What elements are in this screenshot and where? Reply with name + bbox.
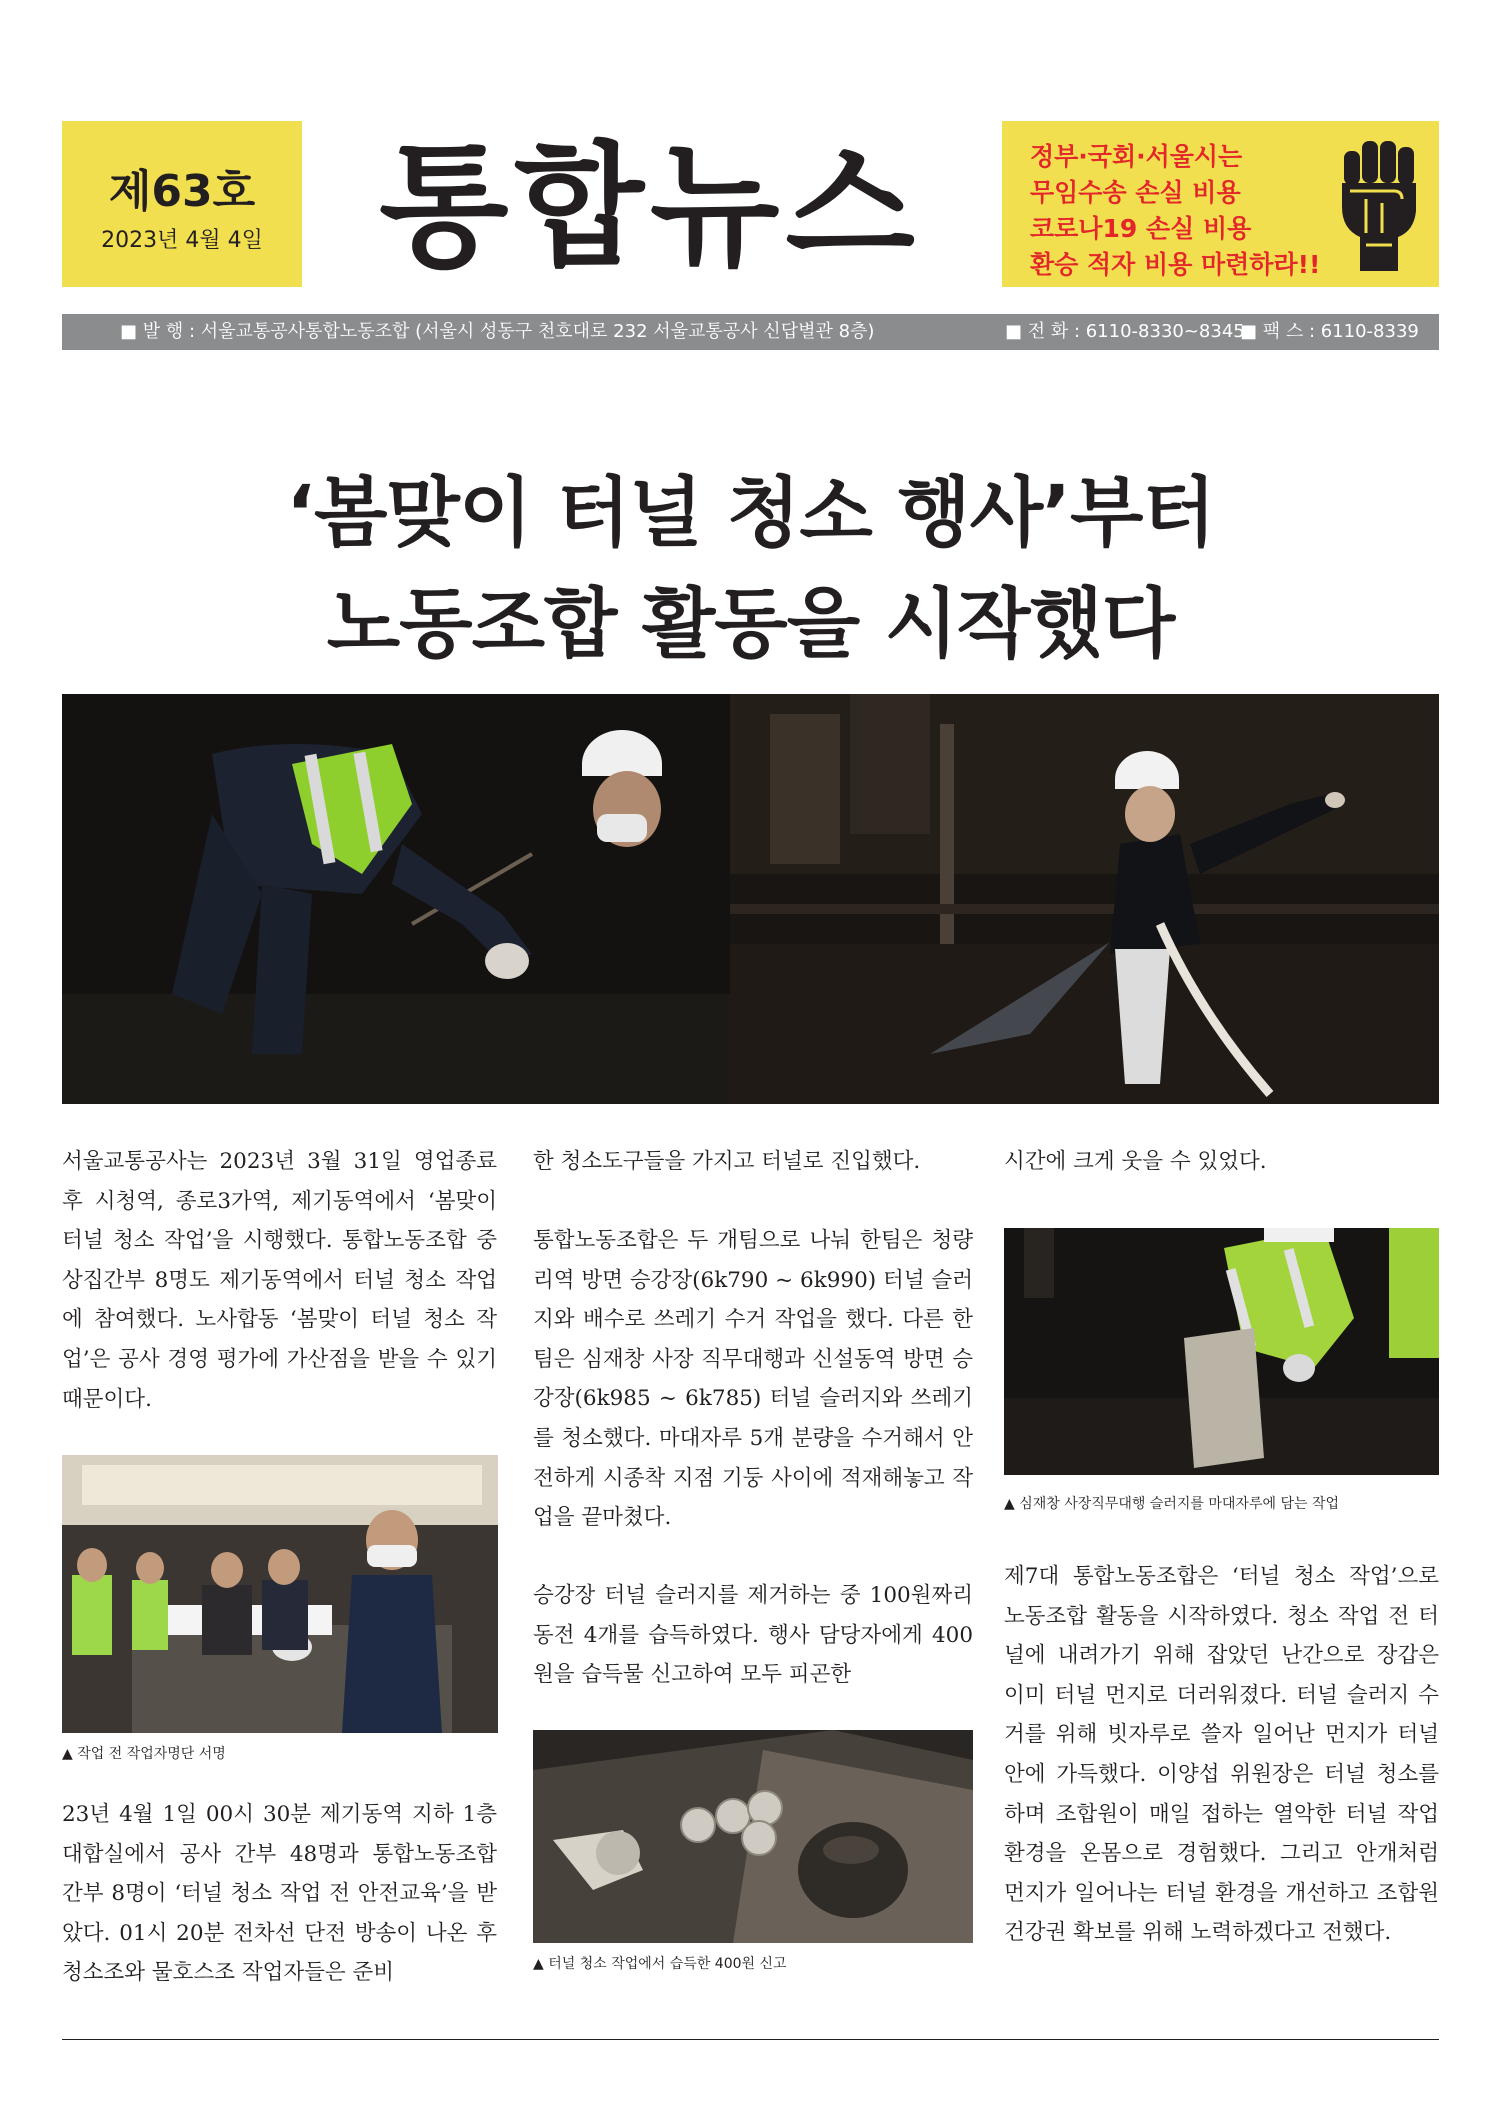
article-col3-para1: 시간에 크게 웃을 수 있었다. (1004, 1149, 1267, 1174)
publisher-info-bar (62, 314, 1439, 350)
fax-info: ■ 팩 스 : 6110-8339 (1240, 321, 1419, 342)
photo-worker-sweeping (62, 694, 730, 1104)
phone-info: ■ 전 화 : 6110-8330~8345 (1005, 321, 1245, 342)
caption-sludge: ▲ 심재창 사장직무대행 슬러지를 마대자루에 담는 작업 (1004, 1496, 1339, 1512)
article-col2-para2: 통합노동조합은 두 개팀으로 나눠 한팀은 청량리역 방면 승강장(6k790 ~ 6k990) 터널 슬러지와 배수로 쓰레기 수거 작업을 했다. 다른 한팀은 심재창 사장 직무대행과 신설동역 방면 승강장(6k985 ~ 6k785) 터널 슬러지와 쓰레기를 청소했다. 마대자루 5개 분량을 수거해서 안전하게 시종착 지점 기둥 사이에 적재해놓고 작업을 끝마쳤다. (533, 1228, 973, 1531)
headline-line-1: ‘봄맞이 터널 청소 행사’부터 (286, 468, 1215, 557)
issue-number: 제63호 (108, 166, 256, 217)
headline-line-2: 노동조합 활동을 시작했다 (326, 579, 1175, 668)
caption-signing: ▲ 작업 전 작업자명단 서명 (62, 1746, 226, 1762)
photo-water-hose (730, 694, 1439, 1104)
slogan-line: 코로나19 손실 비용 (1030, 214, 1252, 243)
slogan-box (1002, 121, 1439, 287)
article-col1-para1: 서울교통공사는 2023년 3월 31일 영업종료 후 시청역, 종로3가역, 제기동역에서 ‘봄맞이 터널 청소 작업’을 시행했다. 통합노동조합 중상집간부 8명도 제기동역에서 터널 청소 작업에 참여했다. 노사합동 ‘봄맞이 터널 청소 작업’은 공사 경영 평가에 가산점을 받을 수 있기 때문이다. (62, 1149, 497, 1412)
slogan-line: 정부·국회·서울시는 (1030, 142, 1243, 171)
article-col2-para1: 한 청소도구들을 가지고 터널로 진입했다. (533, 1149, 921, 1174)
article-col2-para3: 승강장 터널 슬러지를 제거하는 중 100원짜리 동전 4개를 습득하였다. 행사 담당자에게 400원을 습득물 신고하여 모두 피곤한 (533, 1583, 973, 1688)
slogan-line: 무임수송 손실 비용 (1030, 178, 1241, 207)
photo-signing (62, 1455, 498, 1733)
issue-box (62, 121, 302, 287)
bottom-rule (62, 2039, 1439, 2040)
photo-sludge-bag (1004, 1228, 1439, 1475)
article-col3-para2: 제7대 통합노동조합은 ‘터널 청소 작업’으로 노동조합 활동을 시작하였다. 청소 작업 전 터널에 내려가기 위해 잡았던 난간으로 장갑은 이미 터널 먼지로 더러워졌다. 터널 슬러지 수거를 위해 빗자루로 쓸자 일어난 먼지가 터널 안에 가득했다. 이양섭 위원장은 터널 청소를 하며 조합원이 매일 접하는 열악한 터널 작업 환경을 온몸으로 경험했다. 그리고 안개처럼 먼지가 일어나는 터널 환경을 개선하고 조합원 건강권 확보를 위해 노력하겠다고 전했다. (1004, 1564, 1439, 1946)
publisher-info: ■ 발 행 : 서울교통공사통합노동조합 (서울시 성동구 천호대로 232 서울교통공사 신답별관 8층) (120, 321, 875, 342)
issue-date: 2023년 4월 4일 (101, 228, 263, 253)
photo-coins (533, 1730, 973, 1943)
slogan-line: 환승 적자 비용 마련하라!! (1030, 250, 1321, 279)
caption-coins: ▲ 터널 청소 작업에서 습득한 400원 신고 (533, 1956, 787, 1972)
article-col1-para2: 23년 4월 1일 00시 30분 제기동역 지하 1층 대합실에서 공사 간부 48명과 통합노동조합 간부 8명이 ‘터널 청소 작업 전 안전교육’을 받았다. 01시 20분 전차선 단전 방송이 나온 후 청소조와 물호스조 작업자들은 준비 (62, 1802, 497, 1986)
paper-title: 통합뉴스 (379, 129, 921, 285)
raised-fist-icon (1336, 133, 1426, 273)
